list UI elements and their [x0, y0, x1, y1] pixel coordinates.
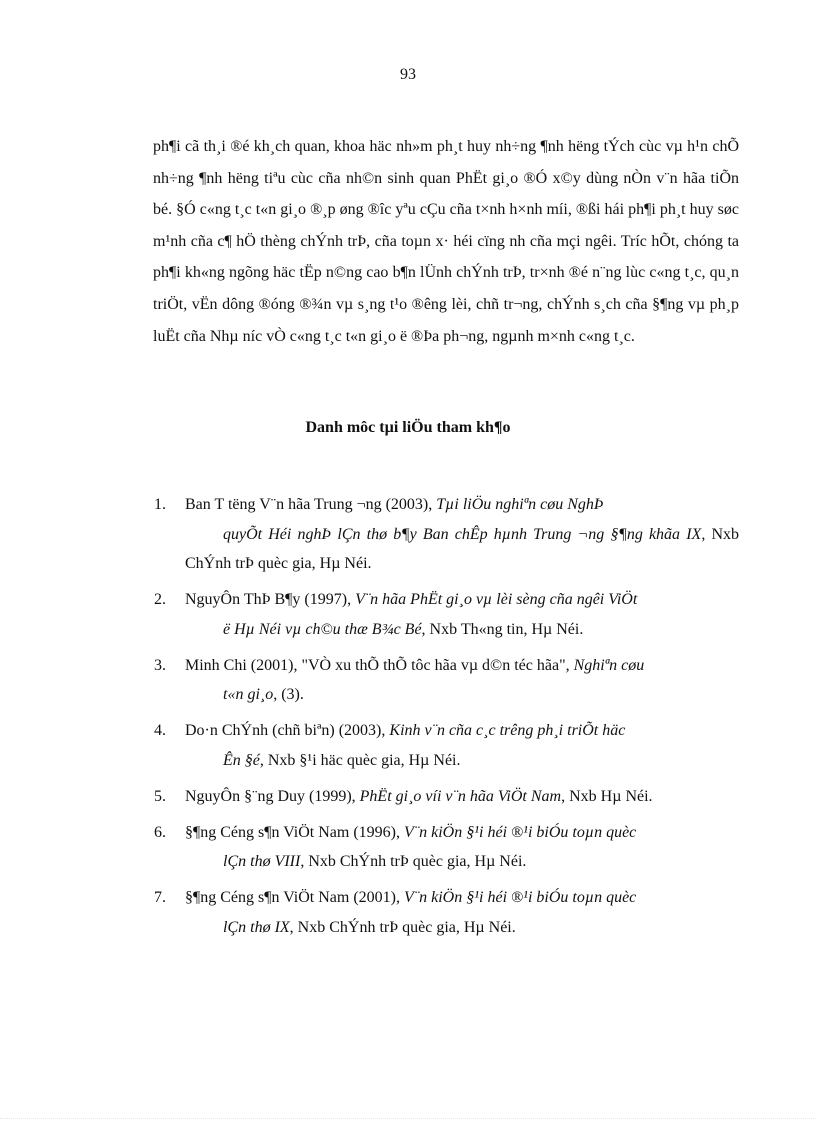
reference-number: 3.	[154, 656, 166, 674]
reference-lead: NguyÔn §¨ng Duy (1999),	[185, 787, 360, 805]
reference-title-cont: lÇn thø IX	[223, 918, 290, 936]
reference-item	[153, 782, 739, 812]
reference-title: PhËt gi¸o víi v¨n hãa ViÖt Nam	[359, 787, 562, 805]
reference-number: 2.	[154, 591, 166, 608]
reference-number: 6.	[154, 823, 166, 841]
reference-item	[153, 818, 739, 877]
reference-lead: Do·n ChÝnh (chñ biªn) (2003),	[185, 722, 390, 739]
reference-text	[185, 782, 739, 812]
reference-number: 7.	[154, 889, 166, 906]
reference-number: 5.	[154, 787, 166, 805]
reference-item	[153, 716, 739, 775]
reference-title-cont: Ên §é	[223, 751, 260, 769]
reference-title: V¨n kiÖn §¹i héi ®¹i biÓu toµn quèc	[404, 823, 637, 841]
reference-item	[153, 883, 739, 942]
reference-item	[153, 651, 739, 710]
reference-item	[153, 490, 739, 579]
reference-publisher: , Nxb ChÝnh trÞ quèc gia, Hµ Néi.	[289, 918, 516, 936]
reference-number: 4.	[154, 722, 166, 739]
reference-number: 1.	[154, 496, 166, 513]
reference-text	[185, 716, 739, 775]
references-list	[153, 490, 739, 949]
page-number: 93	[400, 66, 416, 83]
reference-title-cont: t«n gi¸o	[223, 686, 274, 703]
reference-lead: Minh Chi (2001), "VÒ xu thÕ thÕ tôc hãa vµ d©n téc hãa",	[185, 656, 574, 674]
reference-text	[185, 490, 739, 579]
reference-lead: §¶ng Céng s¶n ViÖt Nam (1996),	[185, 823, 405, 841]
reference-item	[153, 585, 739, 644]
reference-title-cont: quyÕt Héi nghÞ lÇn thø b¶y Ban chÊp hµnh Trung ¬ng §¶ng khãa IX	[223, 525, 702, 543]
body-paragraph: ph¶i cã th¸i ®é kh¸ch quan, khoa häc nh»m ph¸t huy nh÷ng ¶nh hëng tÝch cùc vµ h¹n chÕ nh÷ng ¶nh hëng tiªu cùc cña nh©n sinh quan PhËt gi¸o ®Ó x©y dùng nÒn v¨n hãa tiÕn bé. §Ó c«ng t¸c t«n gi¸o ®¸p øng ®îc yªu cÇu cña t×nh h×nh míi, ®ßi hái ph¶i ph¸t huy søc m¹nh cña c¶ hÖ thèng chÝnh trÞ, cña toµn x· héi cïng nh cña mçi ngêi. Tríc hÕt, chóng ta ph¶i kh«ng ngõng häc tËp n©ng cao b¶n lÜnh chÝnh trÞ, tr×nh ®é n¨ng lùc c«ng t¸c, qu¸n triÖt, vËn dông ®óng ®¾n vµ s¸ng t¹o ®êng lèi, chñ tr¬ng, chÝnh s¸ch cña §¶ng vµ ph¸p luËt cña Nhµ níc vÒ c«ng t¸c t«n gi¸o ë ®Þa ph¬ng, ngµnh m×nh c«ng t¸c.	[153, 138, 739, 345]
reference-title-cont: lÇn thø VIII	[223, 853, 301, 870]
reference-title: Tµi liÖu nghiªn cøu NghÞ	[436, 496, 604, 513]
reference-text	[185, 818, 739, 877]
reference-text	[185, 883, 739, 942]
references-heading: Danh môc tµi liÖu tham kh¶o	[305, 419, 511, 436]
reference-lead: §¶ng Céng s¶n ViÖt Nam (2001),	[185, 889, 405, 906]
reference-title: V¨n hãa PhËt gi¸o vµ lèi sèng cña ngêi ViÖt	[355, 591, 638, 608]
reference-lead: NguyÔn ThÞ B¶y (1997),	[185, 591, 356, 608]
reference-publisher: , (3).	[273, 686, 304, 703]
reference-title: V¨n kiÖn §¹i héi ®¹i biÓu toµn quèc	[404, 889, 637, 906]
reference-text	[185, 585, 739, 644]
reference-title: Nghiªn cøu	[573, 656, 645, 674]
reference-publisher: , Nxb §¹i häc quèc gia, Hµ Néi.	[259, 751, 461, 769]
reference-publisher: , Nxb Hµ Néi.	[561, 787, 653, 805]
reference-publisher: , Nxb ChÝnh trÞ quèc gia, Hµ Néi.	[300, 853, 527, 870]
reference-publisher: , Nxb Th«ng tin, Hµ Néi.	[421, 620, 584, 638]
reference-title: Kinh v¨n cña c¸c trêng ph¸i triÕt häc	[389, 722, 626, 739]
reference-lead: Ban T tëng V¨n hãa Trung ¬ng (2003),	[185, 496, 437, 513]
reference-text	[185, 651, 739, 710]
reference-publisher: , Nxb ChÝnh trÞ quèc gia, Hµ Néi.	[185, 525, 740, 572]
reference-title-cont: ë Hµ Néi vµ ch©u thæ B¾c Bé	[223, 620, 422, 638]
page-bottom-edge	[0, 1118, 816, 1119]
